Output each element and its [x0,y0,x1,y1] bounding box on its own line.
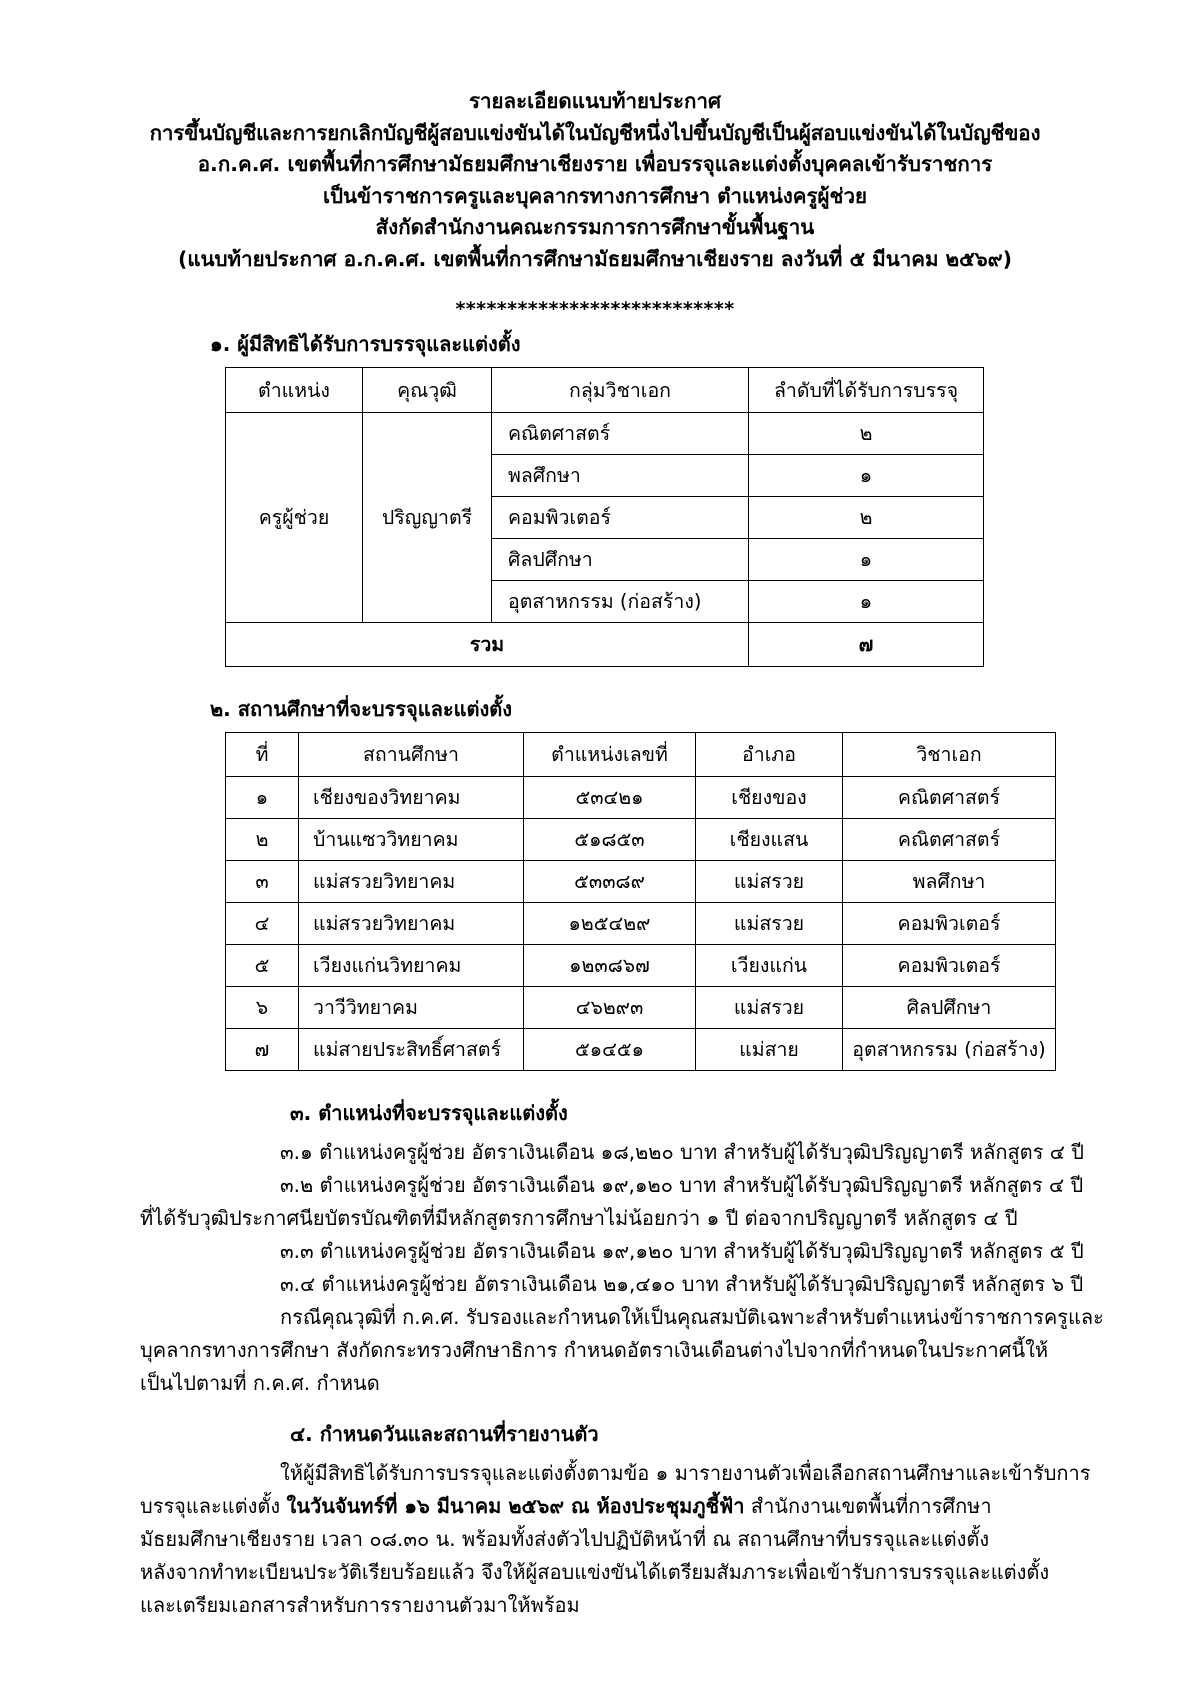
cell-district: แม่สรวย [696,987,843,1029]
section-3-line-3: ที่ได้รับวุฒิประกาศนียบัตรบัณฑิตที่มีหลักสูตรการศึกษาไม่น้อยกว่า ๑ ปี ต่อจากปริญญาตรี หลักสูตร ๔ ปี [140,1206,1018,1230]
cell-major: คอมพิวเตอร์ [492,497,749,539]
col-header-major: วิชาเอก [843,733,1056,777]
section-3-line-1: ๓.๑ ตำแหน่งครูผู้ช่วย อัตราเงินเดือน ๑๘,๒๒๐ บาท สำหรับผู้ได้รับวุฒิปริญญาตรี หลักสูตร ๔ ปี [280,1140,1084,1164]
cell-no: ๒ [226,819,299,861]
cell-count: ๑ [749,581,984,623]
section-4-heading: ๔. กำหนดวันและสถานที่รายงานตัว [290,1422,599,1446]
cell-major: คณิตศาสตร์ [492,413,749,455]
cell-school: เวียงแก่นวิทยาคม [299,945,524,987]
cell-school: แม่สรวยวิทยาคม [299,861,524,903]
cell-count: ๑ [749,539,984,581]
cell-major: พลศึกษา [843,861,1056,903]
header-line-3: อ.ก.ค.ศ. เขตพื้นที่การศึกษามัธยมศึกษาเชียงราย เพื่อบรรจุและแต่งตั้งบุคคลเข้ารับราชการ [197,152,993,176]
document-header [140,86,1050,275]
cell-major: อุตสาหกรรม (ก่อสร้าง) [492,581,749,623]
cell-district: แม่สรวย [696,861,843,903]
cell-count: ๒ [749,413,984,455]
cell-position-number: ๑๒๕๔๒๙ [524,903,696,945]
col-header-position-number: ตำแหน่งเลขที่ [524,733,696,777]
cell-no: ๖ [226,987,299,1029]
cell-school: บ้านแซววิทยาคม [299,819,524,861]
cell-district: เชียงของ [696,777,843,819]
cell-school: วาวีวิทยาคม [299,987,524,1029]
report-date-location-emphasis: ในวันจันทร์ที่ ๑๖ มีนาคม ๒๕๖๙ ณ ห้องประชุมภูชี้ฟ้า [286,1494,745,1518]
cell-major: คณิตศาสตร์ [843,819,1056,861]
cell-no: ๗ [226,1029,299,1071]
col-header-district: อำเภอ [696,733,843,777]
cell-major: คอมพิวเตอร์ [843,903,1056,945]
section-3-line-6: กรณีคุณวุฒิที่ ก.ค.ศ. รับรองและกำหนดให้เป็นคุณสมบัติเฉพาะสำหรับตำแหน่งข้าราชการครูและ [280,1305,1104,1329]
table-total-row [226,623,984,667]
cell-major: ศิลปศึกษา [843,987,1056,1029]
section-3-line-8: เป็นไปตามที่ ก.ค.ศ. กำหนด [140,1371,380,1395]
cell-no: ๑ [226,777,299,819]
cell-no: ๕ [226,945,299,987]
table-header-row [226,733,1056,777]
cell-count: ๑ [749,455,984,497]
section-3-line-5: ๓.๔ ตำแหน่งครูผู้ช่วย อัตราเงินเดือน ๒๑,๔๑๐ บาท สำหรับผู้ได้รับวุฒิปริญญาตรี หลักสูตร ๖ ปี [280,1272,1084,1296]
header-line-5: สังกัดสำนักงานคณะกรรมการการศึกษาขั้นพื้นฐาน [375,215,815,239]
cell-district: เชียงแสน [696,819,843,861]
header-line-1: รายละเอียดแนบท้ายประกาศ [469,89,721,113]
cell-count: ๒ [749,497,984,539]
cell-position-number: ๑๒๓๘๖๗ [524,945,696,987]
cell-total-label: รวม [226,623,749,667]
cell-degree: ปริญญาตรี [363,413,492,623]
section-4-line-1: ให้ผู้มีสิทธิได้รับการบรรจุและแต่งตั้งตามข้อ ๑ มารายงานตัวเพื่อเลือกสถานศึกษาและเข้ารับการ [280,1461,1091,1485]
section-1-heading: ๑. ผู้มีสิทธิได้รับการบรรจุและแต่งตั้ง [210,332,521,356]
cell-major: คอมพิวเตอร์ [843,945,1056,987]
table-row [226,1029,1056,1071]
cell-school: เชียงของวิทยาคม [299,777,524,819]
col-header-degree: คุณวุฒิ [363,368,492,413]
cell-position-number: ๕๑๔๕๑ [524,1029,696,1071]
section-4-line-2-suffix: สำนักงานเขตพื้นที่การศึกษา [744,1494,992,1518]
cell-district: แม่สาย [696,1029,843,1071]
table-row [226,413,984,455]
col-header-position: ตำแหน่ง [226,368,363,413]
cell-position-number: ๔๖๒๙๓ [524,987,696,1029]
col-header-school: สถานศึกษา [299,733,524,777]
section-3-line-4: ๓.๓ ตำแหน่งครูผู้ช่วย อัตราเงินเดือน ๑๙,๑๒๐ บาท สำหรับผู้ได้รับวุฒิปริญญาตรี หลักสูตร ๕ ปี [280,1239,1084,1263]
table-row [226,945,1056,987]
table-row [226,777,1056,819]
cell-position-number: ๕๓๓๘๙ [524,861,696,903]
cell-district: เวียงแก่น [696,945,843,987]
section-2-heading: ๒. สถานศึกษาที่จะบรรจุและแต่งตั้ง [210,697,513,721]
col-header-no: ที่ [226,733,299,777]
cell-no: ๓ [226,861,299,903]
section-3-heading: ๓. ตำแหน่งที่จะบรรจุและแต่งตั้ง [290,1101,568,1125]
cell-school: แม่สรวยวิทยาคม [299,903,524,945]
cell-major: คณิตศาสตร์ [843,777,1056,819]
cell-school: แม่สายประสิทธิ์ศาสตร์ [299,1029,524,1071]
section-4-line-2 [140,1490,1050,1523]
header-line-6-announcement-reference: (แนบท้ายประกาศ อ.ก.ค.ศ. เขตพื้นที่การศึกษามัธยมศึกษาเชียงราย ลงวันที่ ๕ มีนาคม ๒๕๖๙) [177,246,1013,271]
cell-position-number: ๕๑๘๕๓ [524,819,696,861]
col-header-rank-appointed: ลำดับที่ได้รับการบรรจุ [749,368,984,413]
header-line-2: การขึ้นบัญชีและการยกเลิกบัญชีผู้สอบแข่งขันได้ในบัญชีหนึ่งไปขึ้นบัญชีเป็นผู้สอบแข่งขันได้ในบัญชีของ [149,120,1041,145]
section-4-line-5: และเตรียมเอกสารสำหรับการรายงานตัวมาให้พร้อม [140,1593,580,1617]
eligible-persons-table [225,367,984,667]
section-3-body [140,1136,1104,1400]
section-3-line-7: บุคลากรทางการศึกษา สังกัดกระทรวงศึกษาธิการ กำหนดอัตราเงินเดือนต่างไปจากที่กำหนดในประกาศนี้ให้ [140,1338,1049,1362]
table-row [226,861,1056,903]
cell-no: ๔ [226,903,299,945]
cell-total-value: ๗ [749,623,984,667]
cell-position-number: ๕๓๔๒๑ [524,777,696,819]
table-row [226,987,1056,1029]
cell-major: ศิลปศึกษา [492,539,749,581]
schools-table [225,732,1056,1071]
table-row [226,819,1056,861]
col-header-major-group: กลุ่มวิชาเอก [492,368,749,413]
cell-position: ครูผู้ช่วย [226,413,363,623]
table-header-row [226,368,984,413]
section-4-line-3: มัธยมศึกษาเชียงราย เวลา ๐๘.๓๐ น. พร้อมทั้งส่งตัวไปปฏิบัติหน้าที่ ณ สถานศึกษาที่บรรจุและแต่งตั้ง [140,1527,990,1551]
cell-major: อุตสาหกรรม (ก่อสร้าง) [843,1029,1056,1071]
section-3-line-2: ๓.๒ ตำแหน่งครูผู้ช่วย อัตราเงินเดือน ๑๙,๑๒๐ บาท สำหรับผู้ได้รับวุฒิปริญญาตรี หลักสูตร ๔ ปี [280,1173,1084,1197]
section-4-line-4: หลังจากทำทะเบียนประวัติเรียบร้อยแล้ว จึงให้ผู้สอบแข่งขันได้เตรียมสัมภาระเพื่อเข้ารับการบรรจุและแต่งตั้ง [140,1560,1050,1584]
section-4-line-2-prefix: บรรจุและแต่งตั้ง [140,1494,287,1518]
cell-major: พลศึกษา [492,455,749,497]
star-separator: *************************** [455,298,735,320]
section-4-body [140,1457,1091,1622]
header-line-4: เป็นข้าราชการครูและบุคลากรทางการศึกษา ตำแหน่งครูผู้ช่วย [323,183,867,208]
table-row [226,903,1056,945]
cell-district: แม่สรวย [696,903,843,945]
